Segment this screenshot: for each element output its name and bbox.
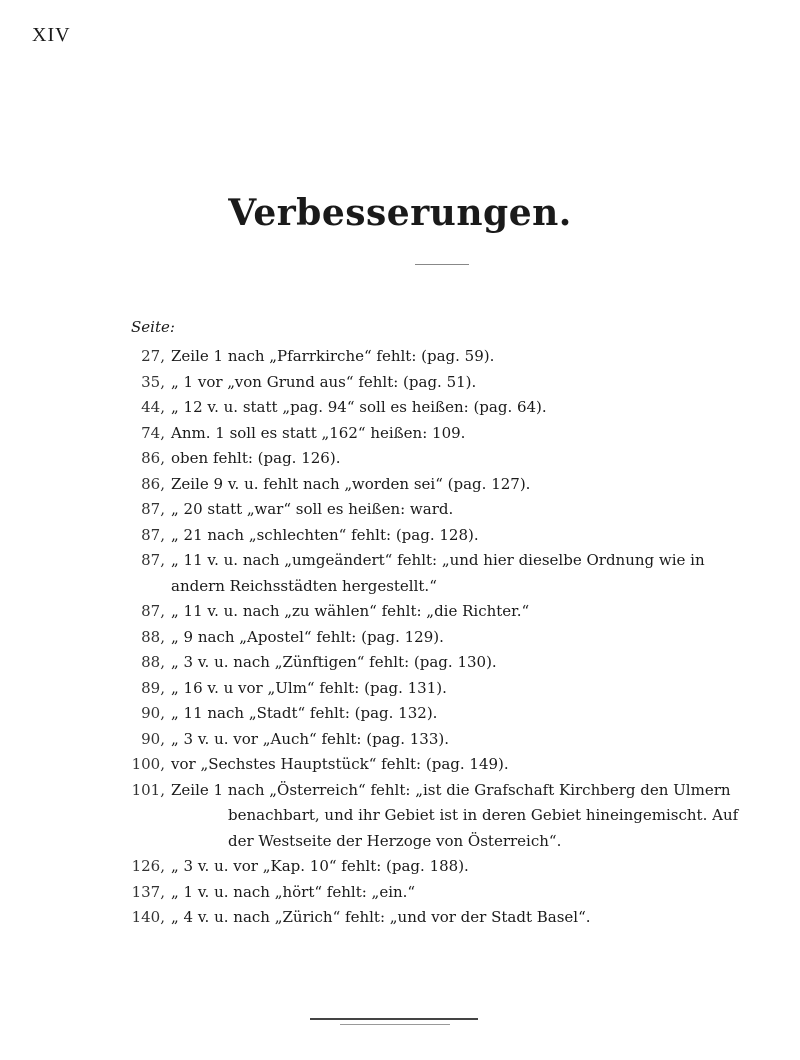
entry-text: „ 11 v. u. nach „zu wählen“ fehlt: „die Richter.“	[171, 602, 530, 620]
correction-entry	[130, 752, 750, 778]
correction-entry	[130, 395, 750, 421]
correction-entry	[130, 599, 750, 625]
entry-page: 140,	[131, 908, 165, 926]
correction-entry	[130, 523, 750, 549]
correction-entry	[130, 676, 750, 702]
correction-entry	[130, 446, 750, 472]
entry-text: „ 20 statt „war“ soll es heißen: ward.	[171, 500, 454, 518]
entry-page: 88,	[141, 653, 165, 671]
entry-page: 87,	[141, 551, 165, 569]
page-number: XIV	[32, 24, 71, 46]
entry-text: „ 1 vor „von Grund aus“ fehlt: (pag. 51).	[171, 372, 477, 391]
entry-text: „ 3 v. u. vor „Kap. 10“ fehlt: (pag. 188).	[171, 857, 469, 875]
correction-entry	[130, 548, 750, 599]
entry-page: 137,	[131, 882, 165, 901]
entry-page: 89,	[141, 678, 165, 697]
entry-text: „ 11 v. u. nach „umgeändert“ fehlt: „und hier dieselbe Ordnung wie in	[171, 551, 705, 569]
page-title: Verbesserungen.	[228, 192, 572, 234]
correction-entry	[130, 905, 750, 931]
entry-text: oben fehlt: (pag. 126).	[171, 449, 341, 467]
title-divider	[415, 264, 469, 265]
correction-entry	[130, 650, 750, 676]
entry-page: 87,	[141, 602, 165, 620]
bottom-divider-thin	[340, 1024, 450, 1025]
corrections-list	[130, 344, 750, 931]
correction-entry	[130, 880, 750, 906]
correction-entry	[130, 625, 750, 651]
entry-text: „ 3 v. u. nach „Zünftigen“ fehlt: (pag. 130).	[171, 653, 497, 671]
correction-entry	[130, 421, 750, 447]
entry-text: „ 11 nach „Stadt“ fehlt: (pag. 132).	[171, 704, 438, 722]
entry-text: Zeile 1 nach „Österreich“ fehlt: „ist die Grafschaft Kirchberg den Ulmern	[171, 780, 731, 799]
entry-text: „ 16 v. u vor „Ulm“ fehlt: (pag. 131).	[171, 678, 447, 697]
entry-page: 88,	[141, 627, 165, 646]
entry-text: „ 9 nach „Apostel“ fehlt: (pag. 129).	[171, 627, 444, 646]
entry-text: „ 1 v. u. nach „hört“ fehlt: „ein.“	[171, 882, 416, 901]
correction-entry	[130, 497, 750, 523]
entry-text-continuation: benachbart, und ihr Gebiet ist in deren Gebiet hineingemischt. Auf	[228, 806, 739, 824]
entry-text: Zeile 1 nach „Pfarrkirche“ fehlt: (pag. 59).	[171, 347, 495, 365]
correction-entry	[130, 370, 750, 396]
entry-text: „ 21 nach „schlechten“ fehlt: (pag. 128).	[171, 525, 479, 544]
entry-page: 90,	[141, 704, 165, 722]
entry-page: 35,	[141, 372, 165, 391]
entry-page: 100,	[131, 755, 165, 773]
correction-entry	[130, 472, 750, 498]
entry-page: 87,	[141, 525, 165, 544]
entry-page: 126,	[131, 857, 165, 875]
entry-text: Zeile 9 v. u. fehlt nach „worden sei“ (pag. 127).	[171, 474, 531, 493]
entry-text: vor „Sechstes Hauptstück“ fehlt: (pag. 149).	[171, 755, 509, 773]
entry-text-continuation: der Westseite der Herzoge von Österreich“.	[228, 831, 562, 850]
correction-entry	[130, 778, 750, 855]
entry-page: 86,	[141, 474, 165, 493]
entry-page: 27,	[141, 347, 165, 365]
entry-text: „ 3 v. u. vor „Auch“ fehlt: (pag. 133).	[171, 729, 450, 748]
entry-page: 90,	[141, 729, 165, 748]
entry-page: 86,	[141, 449, 165, 467]
entry-text: „ 4 v. u. nach „Zürich“ fehlt: „und vor der Stadt Basel“.	[171, 908, 591, 926]
correction-entry	[130, 727, 750, 753]
entry-text: Anm. 1 soll es statt „162“ heißen: 109.	[171, 423, 466, 442]
column-label: Seite:	[131, 318, 175, 336]
entry-page: 101,	[131, 780, 165, 799]
entry-page: 87,	[141, 500, 165, 518]
bottom-divider	[310, 1018, 478, 1020]
correction-entry	[130, 854, 750, 880]
correction-entry	[130, 344, 750, 370]
correction-entry	[130, 701, 750, 727]
entry-text: „ 12 v. u. statt „pag. 94“ soll es heißen: (pag. 64).	[171, 398, 547, 416]
entry-page: 44,	[141, 398, 165, 416]
entry-page: 74,	[141, 423, 165, 442]
entry-text-continuation: andern Reichsstädten hergestellt.“	[171, 576, 437, 595]
